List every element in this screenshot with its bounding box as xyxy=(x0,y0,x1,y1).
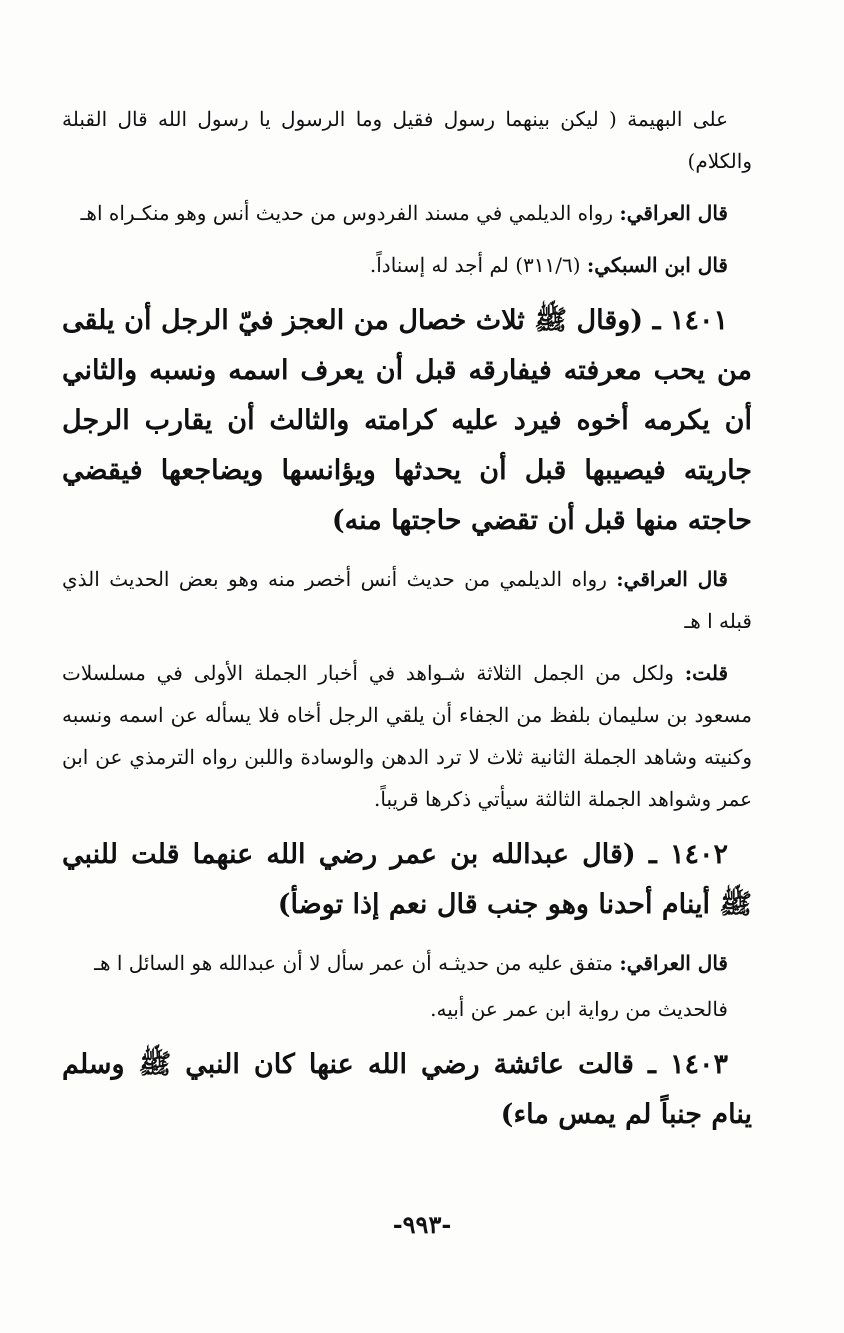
paragraph-text: (٣١١/٦) لم أجد له إسناداً. xyxy=(369,253,587,277)
paragraph-text: رواه الديلمي من حديث أنس أخصر منه وهو بعض الحديث الذي قبله ا هـ xyxy=(62,567,752,633)
commentator-label: قال العراقي: xyxy=(619,201,728,225)
commentator-label: قال ابن السبكي: xyxy=(586,253,728,277)
paragraph-8 xyxy=(62,942,752,984)
hadith-1401 xyxy=(62,296,752,546)
paragraph-text: متفق عليه من حديثـه أن عمر سأل لا أن عبدالله هو السائل ا هـ xyxy=(94,951,620,975)
paragraph-3 xyxy=(62,244,752,286)
commentator-label: قلت: xyxy=(684,661,728,685)
paragraph-6 xyxy=(62,652,752,820)
commentator-label: قال العراقي: xyxy=(616,567,728,591)
hadith-text: (وقال ﷺ ثلاث خصال من العجز فيّ الرجل أن يلقى من يحب معرفته فيفارقه قبل أن يعرف اسمه ونسبه والثاني أن يكرمه أخوه فيرد عليه كرامته والثالث أن يقارب الرجل جاريته فيصيبها قبل أن يحدثها ويؤانسها ويضاجعها فيقضي حاجته منها قبل أن تقضي حاجتها منه) xyxy=(62,305,752,536)
hadith-number: ١٤٠٣ ـ xyxy=(648,1049,728,1080)
hadith-text: قالت عائشة رضي الله عنها كان النبي ﷺ وسلم ينام جنباً لم يمس ماء) xyxy=(62,1049,752,1130)
page-number: -٩٩٣- xyxy=(392,1210,452,1239)
paragraph-text: ولكل من الجمل الثلاثة شـواهد في أخبار الجملة الأولى في مسلسلات مسعود بن سليمان بلفظ من الجفاء أن يلقي الرجل أخاه فلا يسأله عن اسمه ونسبه وكنيته وشاهد الجملة الثانية ثلاث لا ترد الدهن والوسادة واللبن رواه الترمذي عن ابن عمر وشواهد الجملة الثالثة سيأتي ذكرها قريباً. xyxy=(62,661,752,811)
commentator-label: قال العراقي: xyxy=(619,951,728,975)
hadith-number: ١٤٠١ ـ xyxy=(652,305,729,336)
page-content xyxy=(62,98,752,1152)
hadith-text: (قال عبدالله بن عمر رضي الله عنهما قلت للنبي ﷺ أينام أحدنا وهو جنب قال نعم إذا توضأ) xyxy=(62,839,752,920)
paragraph-5 xyxy=(62,558,752,642)
hadith-1403 xyxy=(62,1040,752,1140)
paragraph-text: فالحديث من رواية ابن عمر عن أبيه. xyxy=(430,997,728,1021)
paragraph-text: رواه الديلمي في مسند الفردوس من حديث أنس وهو منكـراه اهـ xyxy=(80,201,620,225)
hadith-1402 xyxy=(62,830,752,930)
hadith-number: ١٤٠٢ ـ xyxy=(648,839,728,870)
paragraph-text: على البهيمة ( ليكن بينهما رسول فقيل وما الرسول يا رسول الله قال القبلة والكلام) xyxy=(62,107,752,173)
paragraph-2 xyxy=(62,192,752,234)
paragraph-1 xyxy=(62,98,752,182)
paragraph-9 xyxy=(62,988,752,1030)
